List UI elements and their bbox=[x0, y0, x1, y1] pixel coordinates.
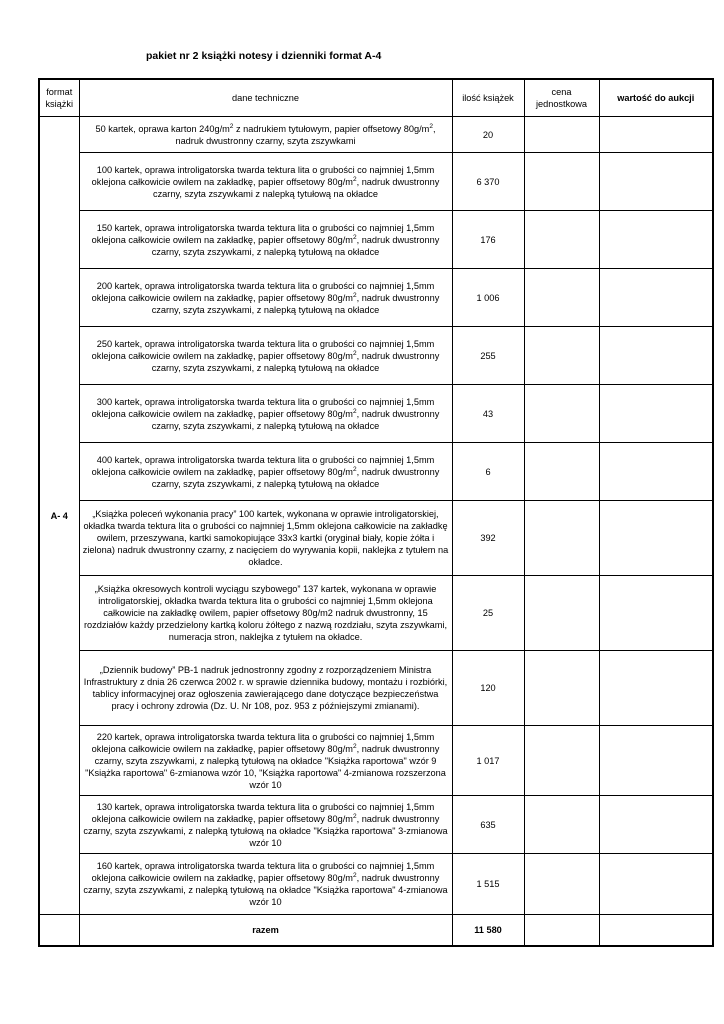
unit-price-cell bbox=[524, 576, 599, 651]
table-row bbox=[39, 443, 713, 501]
unit-price-cell bbox=[524, 153, 599, 211]
unit-price-cell bbox=[524, 854, 599, 915]
value-cell bbox=[599, 854, 713, 915]
table-row bbox=[39, 726, 713, 796]
value-cell bbox=[599, 269, 713, 327]
table-row bbox=[39, 153, 713, 211]
header-cena: cena jednostkowa bbox=[524, 79, 599, 117]
description-cell: 250 kartek, oprawa introligatorska twarda tektura lita o grubości co najmniej 1,5mm oklejona całkowicie owilem na zakładkę, papier offsetowy $80g/m^2$, nadruk dwustronny czarny, szyta zszywkami, z nalepką tytułową na okładce bbox=[79, 327, 452, 385]
unit-price-cell bbox=[524, 385, 599, 443]
quantity-cell: 255 bbox=[452, 327, 524, 385]
unit-price-cell bbox=[524, 443, 599, 501]
quantity-cell: 120 bbox=[452, 651, 524, 726]
value-cell bbox=[599, 117, 713, 153]
table-row bbox=[39, 117, 713, 153]
quantity-cell: 6 bbox=[452, 443, 524, 501]
value-cell bbox=[599, 443, 713, 501]
description-cell: 400 kartek, oprawa introligatorska twarda tektura lita o grubości co najmniej 1,5mm oklejona całkowicie owilem na zakładkę, papier offsetowy $80g/m^2$, nadruk dwustronny czarny, szyta zszywkami, z nalepką tytułową na okładce bbox=[79, 443, 452, 501]
description-cell: „Dziennik budowy” PB-1 nadruk jednostronny zgodny z rozporządzeniem Ministra Infrastruktury z dnia 26 czerwca 2002 r. w sprawie dziennika budowy, montażu i rozbiórki, tablicy informacyjnej oraz ogłoszenia zawierającego dane dotyczące bezpieczeństwa pracy i ochrony zdrowia (Dz. U. Nr 108, poz. 953 z późniejszymi zmianami). bbox=[79, 651, 452, 726]
description-cell: 200 kartek, oprawa introligatorska twarda tektura lita o grubości co najmniej 1,5mm oklejona całkowicie owilem na zakładkę, papier offsetowy $80g/m^2$, nadruk dwustronny czarny, szyta zszywkami, z nalepką tytułową na okładce bbox=[79, 269, 452, 327]
quantity-cell: 635 bbox=[452, 796, 524, 854]
total-quantity: 11 580 bbox=[452, 915, 524, 947]
total-empty-cell bbox=[39, 915, 79, 947]
unit-price-cell bbox=[524, 726, 599, 796]
total-price-cell bbox=[524, 915, 599, 947]
description-cell: 220 kartek, oprawa introligatorska twarda tektura lita o grubości co najmniej 1,5mm oklejona całkowicie owilem na zakładkę, papier offsetowy $80g/m^2$, nadruk dwustronny czarny, szyta zszywkami, z nalepką tytułową na okładce "Książka raportowa" wzór 9 "Książka raportowa" 6-zmianowa wzór 10, "Książka raportowa" 4-zmianowa rozszerzona wzór 10 bbox=[79, 726, 452, 796]
value-cell bbox=[599, 726, 713, 796]
unit-price-cell bbox=[524, 651, 599, 726]
total-value-cell bbox=[599, 915, 713, 947]
page-title: pakiet nr 2 książki notesy i dzienniki format A-4 bbox=[146, 50, 382, 62]
table-row bbox=[39, 651, 713, 726]
header-format: format książki bbox=[39, 79, 79, 117]
quantity-cell: 1 515 bbox=[452, 854, 524, 915]
unit-price-cell bbox=[524, 269, 599, 327]
value-cell bbox=[599, 385, 713, 443]
description-cell: „Książka poleceń wykonania pracy” 100 kartek, wykonana w oprawie introligatorskiej, okładka twarda tektura lita o grubości co najmniej 1,5mm oklejona całkowicie na zakładkę owilem, przeszywana, kartki samokopiujące 33x3 kartki (oryginał biały, kopie żółta i zielona) nadruk dwustronny czarny, z nacięciem do wyrywania kopii, naklejka z tytułem na okładce. bbox=[79, 501, 452, 576]
header-wartosc: wartość do aukcji bbox=[599, 79, 713, 117]
table-row bbox=[39, 211, 713, 269]
format-cell: A- 4 bbox=[39, 117, 79, 915]
quantity-cell: 25 bbox=[452, 576, 524, 651]
quantity-cell: 176 bbox=[452, 211, 524, 269]
description-cell: 160 kartek, oprawa introligatorska twarda tektura lita o grubości co najmniej 1,5mm oklejona całkowicie owilem na zakładkę, papier offsetowy $80g/m^2$, nadruk dwustronny czarny, szyta zszywkami, z nalepką tytułową na okładce "Książka raportowa" 4-zmianowa wzór 10 bbox=[79, 854, 452, 915]
unit-price-cell bbox=[524, 796, 599, 854]
value-cell bbox=[599, 501, 713, 576]
quantity-cell: 1 017 bbox=[452, 726, 524, 796]
value-cell bbox=[599, 796, 713, 854]
quantity-cell: 1 006 bbox=[452, 269, 524, 327]
value-cell bbox=[599, 211, 713, 269]
value-cell bbox=[599, 153, 713, 211]
description-cell: 300 kartek, oprawa introligatorska twarda tektura lita o grubości co najmniej 1,5mm oklejona całkowicie owilem na zakładkę, papier offsetowy $80g/m^2$, nadruk dwustronny czarny, szyta zszywkami, z nalepką tytułową na okładce bbox=[79, 385, 452, 443]
unit-price-cell bbox=[524, 117, 599, 153]
header-dane-techniczne: dane techniczne bbox=[79, 79, 452, 117]
quantity-cell: 20 bbox=[452, 117, 524, 153]
table-row bbox=[39, 269, 713, 327]
total-row bbox=[39, 915, 713, 947]
description-cell: 50 kartek, oprawa karton $240g/m^2$ z nadrukiem tytułowym, papier offsetowy $80g/m^2$, nadruk dwustronny czarny, szyta zszywkami bbox=[79, 117, 452, 153]
table-row bbox=[39, 501, 713, 576]
table-body bbox=[39, 117, 713, 947]
unit-price-cell bbox=[524, 327, 599, 385]
value-cell bbox=[599, 576, 713, 651]
table-header-row bbox=[39, 79, 713, 117]
table-row bbox=[39, 385, 713, 443]
quantity-cell: 392 bbox=[452, 501, 524, 576]
description-cell: 100 kartek, oprawa introligatorska twarda tektura lita o grubości co najmniej 1,5mm oklejona całkowicie owilem na zakładkę, papier offsetowy $80g/m^2$, nadruk dwustronny czarny, szyta zszywkami z nalepką tytułową na okładce bbox=[79, 153, 452, 211]
description-cell: 150 kartek, oprawa introligatorska twarda tektura lita o grubości co najmniej 1,5mm oklejona całkowicie owilem na zakładkę, papier offsetowy $80g/m^2$, nadruk dwustronny czarny, szyta zszywkami, z nalepką tytułową na okładce bbox=[79, 211, 452, 269]
unit-price-cell bbox=[524, 501, 599, 576]
table-row bbox=[39, 327, 713, 385]
total-label: razem bbox=[79, 915, 452, 947]
description-cell: „Książka okresowych kontroli wyciągu szybowego” 137 kartek, wykonana w oprawie introligatorskiej, okładka twarda tektura lita o grubości co najmniej 1,5mm oklejona całkowicie na zakładkę owilem, papier offsetowy 80g/m2 nadruk dwustronny, 15 rozdziałów każdy przedzielony kartką koloru żółtego z nazwą rozdziału, szyta zszywkami, numeracja stron, naklejka z tytułem na okładce. bbox=[79, 576, 452, 651]
header-ilosc: ilość książek bbox=[452, 79, 524, 117]
specification-table bbox=[38, 78, 714, 947]
unit-price-cell bbox=[524, 211, 599, 269]
quantity-cell: 6 370 bbox=[452, 153, 524, 211]
table-row bbox=[39, 854, 713, 915]
quantity-cell: 43 bbox=[452, 385, 524, 443]
description-cell: 130 kartek, oprawa introligatorska twarda tektura lita o grubości co najmniej 1,5mm oklejona całkowicie owilem na zakładkę, papier offsetowy $80g/m^2$, nadruk dwustronny czarny, szyta zszywkami, z nalepką tytułową na okładce "Książka raportowa" 3-zmianowa wzór 10 bbox=[79, 796, 452, 854]
value-cell bbox=[599, 327, 713, 385]
table-row bbox=[39, 576, 713, 651]
value-cell bbox=[599, 651, 713, 726]
table-row bbox=[39, 796, 713, 854]
